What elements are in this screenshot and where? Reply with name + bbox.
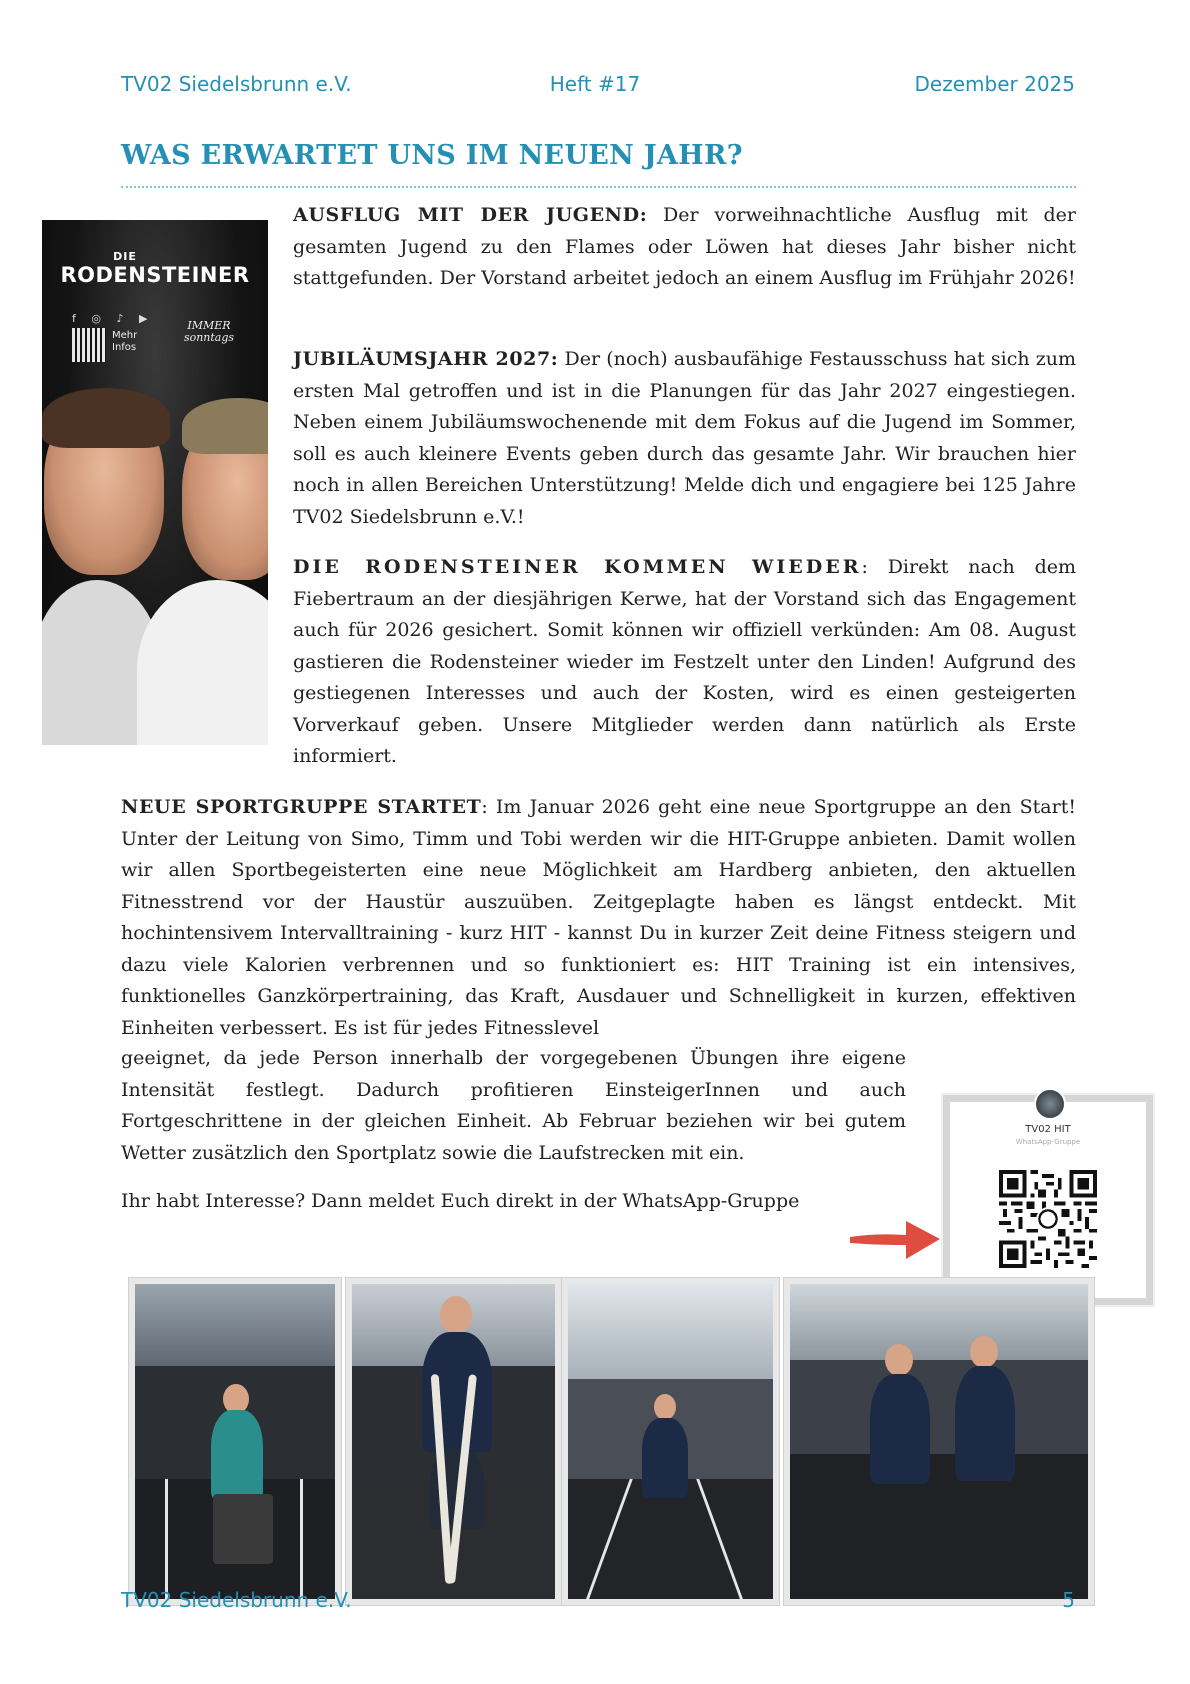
poster-tagline: IMMER sonntags [183, 319, 235, 344]
interest-line: Ihr habt Interesse? Dann meldet Euch direkt in der WhatsApp-Gruppe [121, 1190, 800, 1212]
header-issue: Heft #17 [549, 72, 641, 96]
section-text: : Im Januar 2026 geht eine neue Sportgruppe an den Start! Unter der Leitung von Simo, Timm und Tobi werden wir die HIT-Gruppe anbieten. Damit wollen wir allen Sportbegeisterten eine neue Möglichkeit am Hardberg anbieten, den aktuellen Fitnesstrend vor der Haustür auszuüben. Zeitgeplagte haben es längst entdeckt. Mit hochintensivem Intervalltraining - kurz HIT - kannst Du in kurzer Zeit deine Fitness steigern und dazu viele Kalorien verbrennen und so funktioniert es: HIT Training ist ein intensives, funktionelles Ganzkörpertraining, das Kraft, Ausdauer und Schnelligkeit in kurzen, effektiven Einheiten verbessert. Es ist für jedes Fitnesslevel [121, 796, 1076, 1039]
photo-ceiling [568, 1284, 773, 1379]
section-sportgruppe [121, 792, 1076, 1044]
photo-athlete-head [440, 1296, 472, 1334]
photo-running-duo [784, 1278, 1094, 1605]
section-jubilaeum [293, 344, 1076, 533]
section-text: Der vorweihnachtliche Ausflug mit der gesamten Jugend zu den Flames oder Löwen hat dieses Jahr bisher nicht stattgefunden. Der Vorstand arbeitet jedoch an einem Ausflug im Frühjahr 2026! [293, 204, 1076, 289]
section-rodensteiner [293, 552, 1076, 773]
photo-athlete-head [885, 1344, 913, 1376]
photo-ceiling [790, 1284, 1088, 1360]
section-sportgruppe-continued: geeignet, da jede Person innerhalb der vorgegebenen Übungen ihre eigene Intensität festlegt. Dadurch profitieren EinsteigerInnen und auch Fortgeschrittene in der gleichen Einheit. Ab Februar beziehen wir bei gutem Wetter zusätzlich den Sportplatz sowie die Laufstrecken mit ein. [121, 1047, 906, 1164]
poster-brand [42, 250, 268, 287]
group-subtitle: WhatsApp-Gruppe [1015, 1138, 1081, 1146]
photo-rig [790, 1360, 1088, 1455]
rodensteiner-poster [42, 220, 268, 745]
photo-battle-rope [346, 1278, 561, 1605]
section-heading: NEUE SPORTGRUPPE STARTET [121, 796, 482, 818]
page-number: 5 [1062, 1588, 1075, 1612]
photo-athlete [955, 1366, 1015, 1481]
photo-floor [790, 1454, 1088, 1599]
whatsapp-qr-code[interactable] [999, 1170, 1097, 1268]
photo-athlete-head [970, 1336, 998, 1368]
poster-social-icons: f ◎ ♪ ▶ [72, 312, 154, 325]
footer-club: TV02 Siedelsbrunn e.V. [121, 1588, 352, 1612]
header-club: TV02 Siedelsbrunn e.V. [121, 72, 352, 96]
poster-qr-icon [72, 328, 106, 362]
page-title: WAS ERWARTET UNS IM NEUEN JAHR? [121, 140, 743, 171]
section-text: : Direkt nach dem Fiebertraum an der diesjährigen Kerwe, hat der Vorstand sich das Engagement auch für 2026 gesichert. Somit können wir offiziell verkünden: Am 08. August gastieren die Rodensteiner wieder im Festzelt unter den Linden! Aufgrund des gestiegenen Interesses und auch der Kosten, wird es einen gesteigerten Vorverkauf geben. Unsere Mitglieder werden dann natürlich als Erste informiert. [293, 556, 1076, 767]
section-ausflug [293, 200, 1076, 295]
poster-more-info: Mehr Infos [112, 330, 138, 353]
photo-athlete [211, 1410, 263, 1500]
group-name: TV02 HIT [1025, 1124, 1071, 1135]
group-avatar [1034, 1088, 1066, 1120]
poster-brand-small: DIE [113, 250, 137, 263]
poster-hair-right [182, 398, 268, 454]
section-heading: JUBILÄUMSJAHR 2027: [293, 348, 559, 370]
photo-athlete-head [654, 1394, 676, 1420]
poster-brand-big: RODENSTEINER [60, 263, 250, 287]
photo-lane [300, 1479, 303, 1599]
whatsapp-qr-card[interactable] [943, 1095, 1153, 1305]
photo-ceiling [135, 1284, 335, 1366]
poster-hair-left [42, 388, 170, 448]
photo-athlete [642, 1418, 688, 1498]
photo-lane [165, 1479, 168, 1599]
title-divider [121, 186, 1076, 188]
section-heading: AUSFLUG MIT DER JUGEND: [293, 204, 648, 226]
section-text: Der (noch) ausbaufähige Festausschuss hat sich zum ersten Mal getroffen und ist in die Planungen für das Jahr 2027 eingestiegen. Neben einem Jubiläumswochenende mit dem Fokus auf die Jugend im Sommer, soll es auch kleinere Events geben durch das gesamte Jahr. Wir brauchen hier noch in allen Bereichen Unterstützung! Melde dich und engagiere bei 125 Jahre TV02 Siedelsbrunn e.V.! [293, 348, 1076, 528]
red-arrow-icon [846, 1215, 944, 1263]
poster-shirt-right [137, 580, 268, 745]
photo-sled-push [129, 1278, 341, 1605]
section-heading: DIE RODENSTEINER KOMMEN WIEDER [293, 556, 862, 578]
photo-sled [213, 1494, 273, 1564]
photo-lunges [562, 1278, 779, 1605]
photo-athlete [870, 1374, 930, 1484]
header-date: Dezember 2025 [914, 72, 1075, 96]
